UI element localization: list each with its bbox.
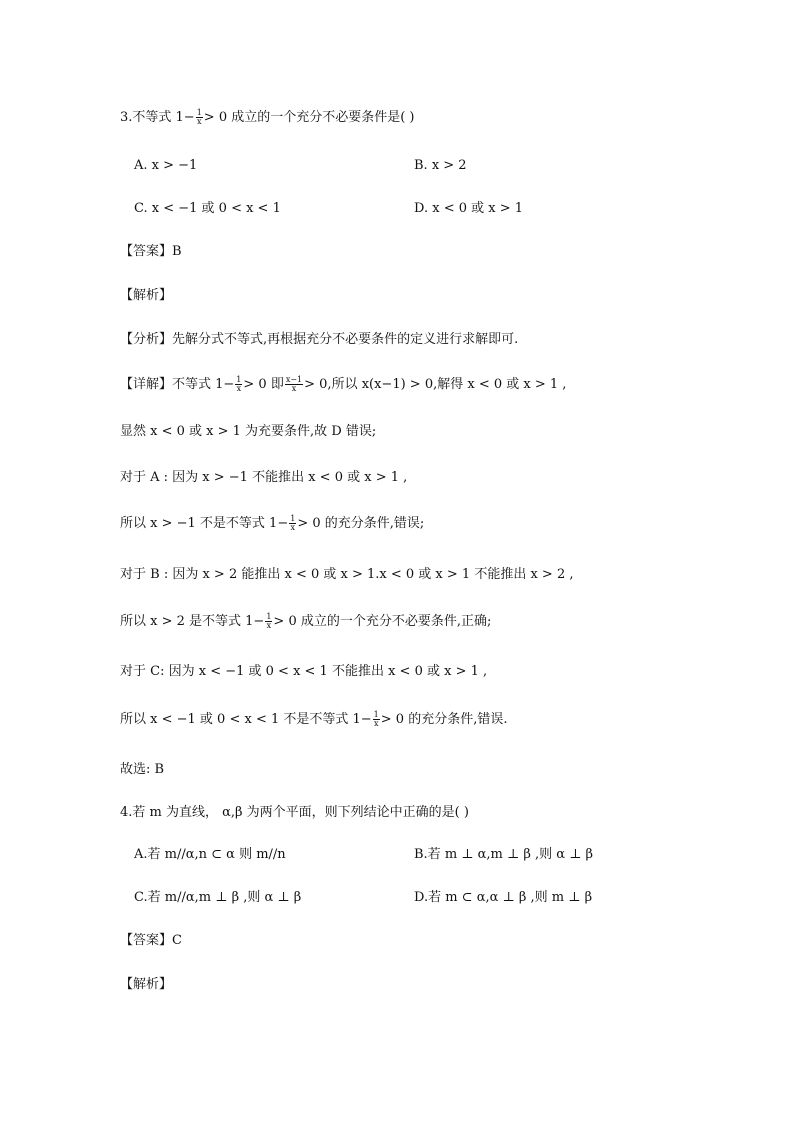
- q3-fenxi: 【分析】先解分式不等式,再根据充分不必要条件的定义进行求解即可.: [120, 332, 519, 347]
- q3-line-b2-part1: 所以 x > 2 是不等式 1−: [120, 614, 265, 629]
- fraction-numerator: 1: [266, 612, 272, 621]
- fraction-numerator: x−1: [285, 375, 303, 384]
- q3-line-c2-part2: > 0 的充分条件,错误.: [380, 712, 508, 727]
- q3-stem-suffix: > 0 成立的一个充分不必要条件是( ): [203, 110, 415, 125]
- fraction-denominator: x: [196, 117, 202, 126]
- q3-line-a2-fraction: [289, 515, 296, 532]
- fraction-denominator: x: [290, 523, 296, 532]
- q3-stem-prefix: 3.不等式 1−: [120, 110, 195, 125]
- fraction-numerator: 1: [290, 514, 296, 523]
- q4-option-d: D.若 m ⊂ α,α ⊥ β ,则 m ⊥ β: [414, 890, 593, 905]
- q4-option-a: A.若 m//α,n ⊂ α 则 m//n: [134, 847, 286, 862]
- q3-detail-fraction-2: [285, 376, 303, 393]
- q3-line-c2-fraction: [373, 711, 380, 728]
- q3-stem-fraction: [196, 109, 203, 126]
- q3-detail-part2: > 0 即: [243, 377, 284, 392]
- q4-answer: 【答案】C: [120, 933, 182, 948]
- q3-line-a2: [120, 514, 424, 534]
- q4-stem: 4.若 m 为直线， α,β 为两个平面，则下列结论中正确的是( ): [120, 805, 469, 820]
- q3-choice: 故选: B: [120, 762, 165, 777]
- q3-line-c2: [120, 710, 507, 730]
- q3-analysis-header: 【解析】: [120, 288, 173, 303]
- fraction-denominator: x: [236, 384, 242, 393]
- q3-line-b2-fraction: [265, 613, 272, 630]
- q3-line-b2-part2: > 0 成立的一个充分不必要条件,正确;: [273, 614, 492, 629]
- q3-detail-part1: 【详解】不等式 1−: [120, 377, 235, 392]
- q3-detail: [120, 375, 566, 395]
- fraction-denominator: x: [291, 384, 297, 393]
- fraction-denominator: x: [373, 719, 379, 728]
- q3-option-d: D. x < 0 或 x > 1: [414, 201, 524, 216]
- fraction-numerator: 1: [236, 375, 242, 384]
- q3-stem: [120, 108, 415, 128]
- q3-line-c2-part1: 所以 x < −1 或 0 < x < 1 不是不等式 1−: [120, 712, 372, 727]
- q3-detail-fraction-1: [235, 376, 242, 393]
- q4-option-b: B.若 m ⊥ α,m ⊥ β ,则 α ⊥ β: [414, 847, 594, 862]
- fraction-denominator: x: [266, 621, 272, 630]
- q3-line-c1: 对于 C: 因为 x < −1 或 0 < x < 1 不能推出 x < 0 或 x > 1 ,: [120, 664, 488, 679]
- q3-option-a: A. x > −1: [134, 158, 198, 173]
- q3-detail-part3: > 0,所以 x(x−1) > 0,解得 x < 0 或 x > 1 ,: [304, 377, 567, 392]
- fraction-numerator: 1: [373, 710, 379, 719]
- q3-line-d: 显然 x < 0 或 x > 1 为充要条件,故 D 错误;: [120, 424, 377, 439]
- q3-line-a2-part1: 所以 x > −1 不是不等式 1−: [120, 516, 289, 531]
- q3-answer: 【答案】B: [120, 244, 182, 259]
- q3-line-b1: 对于 B : 因为 x > 2 能推出 x < 0 或 x > 1.x < 0 或 x > 1 不能推出 x > 2 ,: [120, 567, 574, 582]
- q4-analysis-header: 【解析】: [120, 977, 173, 992]
- q3-option-c: C. x < −1 或 0 < x < 1: [134, 201, 281, 216]
- q3-line-b2: [120, 612, 491, 632]
- fraction-numerator: 1: [196, 108, 202, 117]
- q4-option-c: C.若 m//α,m ⊥ β ,则 α ⊥ β: [134, 890, 302, 905]
- q3-line-a2-part2: > 0 的充分条件,错误;: [297, 516, 425, 531]
- q3-option-b: B. x > 2: [414, 158, 467, 173]
- q3-line-a1: 对于 A : 因为 x > −1 不能推出 x < 0 或 x > 1 ,: [120, 470, 408, 485]
